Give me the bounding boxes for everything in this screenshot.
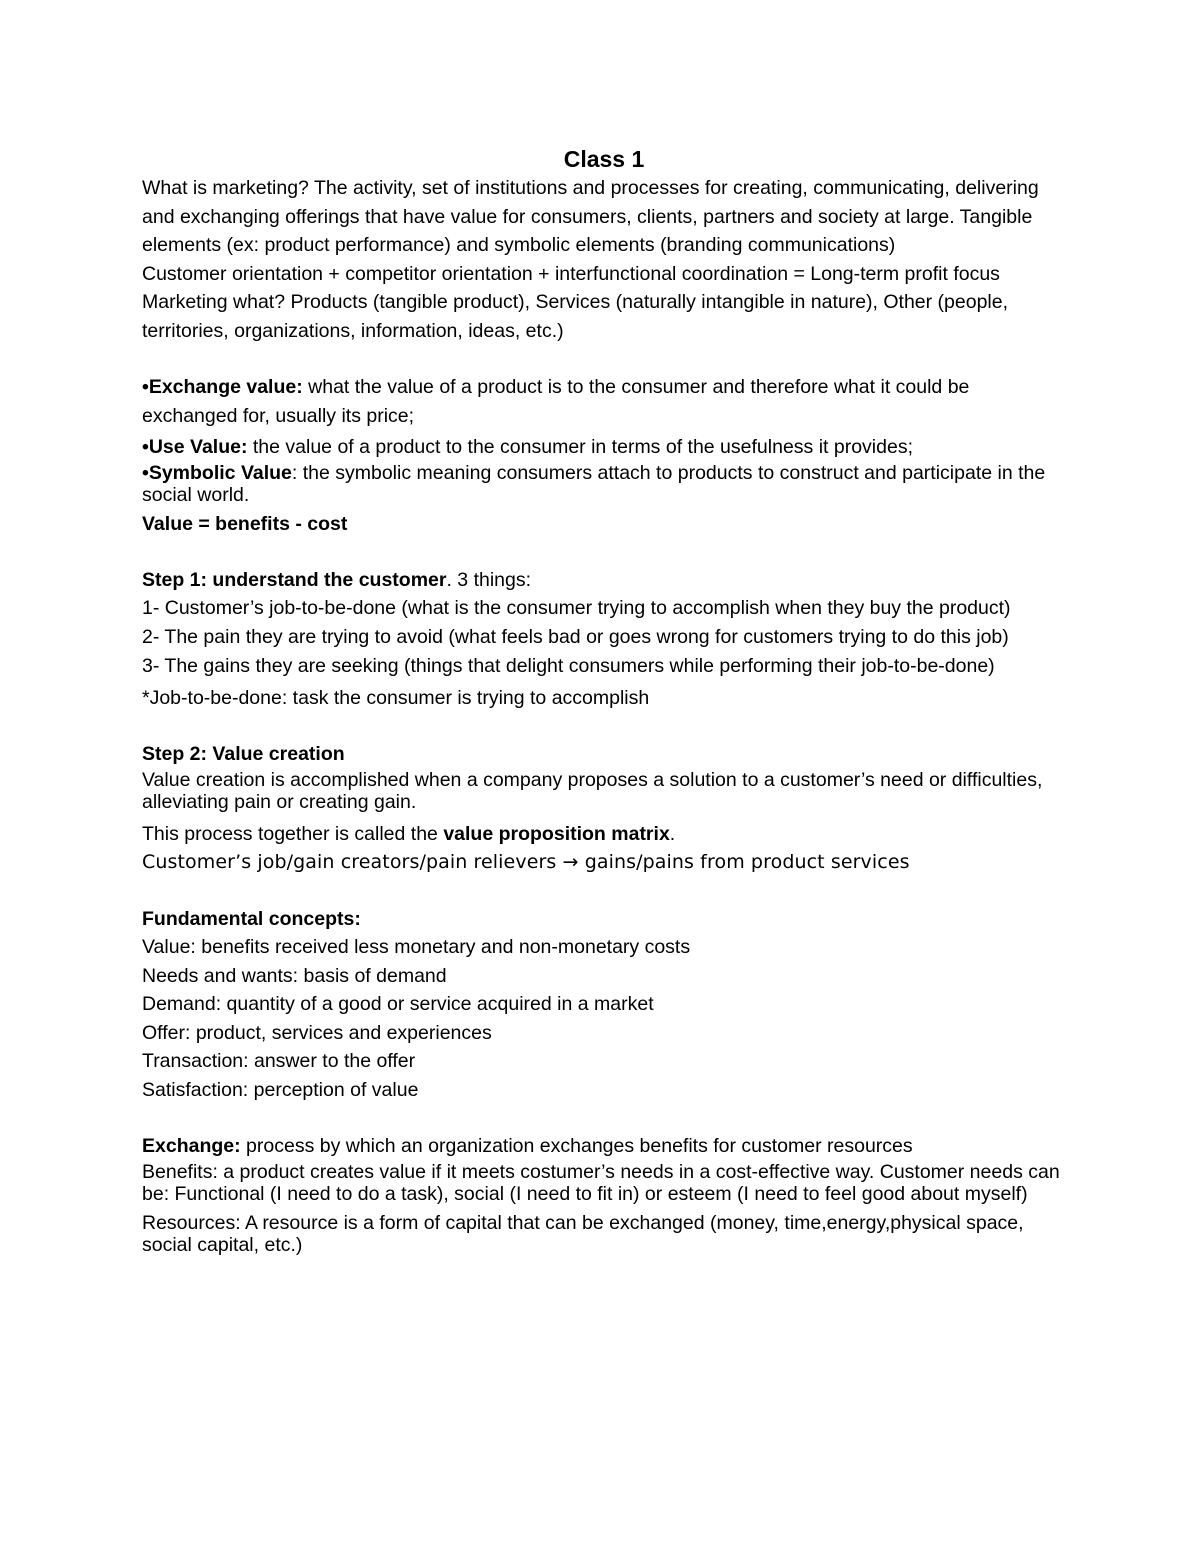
step2-heading: Step 2: Value creation [142, 743, 345, 765]
step1-note: *Job-to-be-done: task the consumer is trying to accomplish [142, 686, 650, 709]
exchange-text: process by which an organization exchanges benefits for customer resources [240, 1135, 913, 1157]
symbolic-value-text: : the symbolic meaning consumers attach to products to construct and participate in the social world. [142, 461, 1046, 506]
symbolic-value-term: •Symbolic Value [142, 461, 292, 484]
use-value-item [142, 433, 1066, 462]
exchange-benefits: Benefits: a product creates value if it meets costumer’s needs in a cost-effective way. Customer needs can be: Functional (I need to do a task), social (I need to fit in) or esteem (I need to feel good about myself) [142, 1160, 1060, 1205]
exchange-value-text: what the value of a product is to the consumer and therefore what it could be exchanged for, usually its price; [142, 376, 970, 427]
spacer [142, 538, 1066, 566]
fundamentals-item: Demand: quantity of a good or service acquired in a market [142, 993, 654, 1015]
step2-p2-suffix: . [669, 822, 676, 845]
value-proposition-term: value proposition matrix [443, 822, 670, 845]
exchange-value-term: •Exchange value: [142, 376, 303, 398]
step2-p2-prefix: This process together is called the [142, 822, 444, 845]
fundamentals-item: Transaction: answer to the offer [142, 1050, 416, 1072]
value-formula: Value = benefits - cost [142, 512, 348, 535]
spacer [142, 712, 1066, 740]
fundamentals-item: Satisfaction: perception of value [142, 1078, 419, 1101]
exchange-resources: Resources: A resource is a form of capital that can be exchanged (money, time,energy,physical space, social capital, etc.) [142, 1211, 1024, 1256]
exchange-value-item [142, 373, 1066, 430]
intro-marketing-definition: What is marketing? The activity, set of institutions and processes for creating, communicating, delivering and exchanging offerings that have value for consumers, clients, partners and society at large. Tangible elements (ex: product performance) and symbolic elements (branding communications) [142, 177, 1039, 256]
fundamentals-heading: Fundamental concepts: [142, 907, 361, 930]
step1-item-3: 3- The gains they are seeking (things that delight consumers while performing their job-to-be-done) [142, 654, 995, 677]
step1-heading-suffix: . 3 things: [446, 569, 532, 591]
step1-item-1: 1- Customer’s job-to-be-done (what is the consumer trying to accomplish when they buy the product) [142, 596, 1011, 619]
step1-item-2: 2- The pain they are trying to avoid (what feels bad or goes wrong for customers trying to do this job) [142, 625, 1009, 648]
fundamentals-item: Needs and wants: basis of demand [142, 964, 447, 987]
spacer [142, 345, 1066, 373]
step2-paragraph-3: Customer’s job/gain creators/pain relievers → gains/pains from product services [142, 851, 910, 873]
step1-heading-text: Step 1: understand the customer [142, 569, 447, 591]
fundamentals-item: Offer: product, services and experiences [142, 1021, 492, 1044]
symbolic-value-item [142, 462, 1066, 506]
spacer [142, 877, 1066, 905]
spacer [142, 1104, 1066, 1132]
step2-paragraph-1: Value creation is accomplished when a company proposes a solution to a customer’s need or difficulties, alleviating pain or creating gain. [142, 768, 1043, 813]
fundamentals-item: Value: benefits received less monetary and non-monetary costs [142, 936, 691, 958]
step2-paragraph-2 [142, 820, 1066, 849]
use-value-text: the value of a product to the consumer in terms of the usefulness it provides; [247, 436, 913, 458]
use-value-term: •Use Value: [142, 436, 248, 458]
intro-marketing-what: Marketing what? Products (tangible product), Services (naturally intangible in nature), Other (people, territories, organizations, information, ideas, etc.) [142, 291, 1009, 342]
step1-heading [142, 566, 1066, 595]
page-title: Class 1 [563, 146, 645, 172]
intro-orientation: Customer orientation + competitor orientation + interfunctional coordination = Long-term profit focus [142, 262, 1000, 285]
exchange-definition [142, 1132, 1066, 1161]
document-page [142, 144, 1066, 1263]
exchange-term: Exchange: [142, 1135, 241, 1157]
